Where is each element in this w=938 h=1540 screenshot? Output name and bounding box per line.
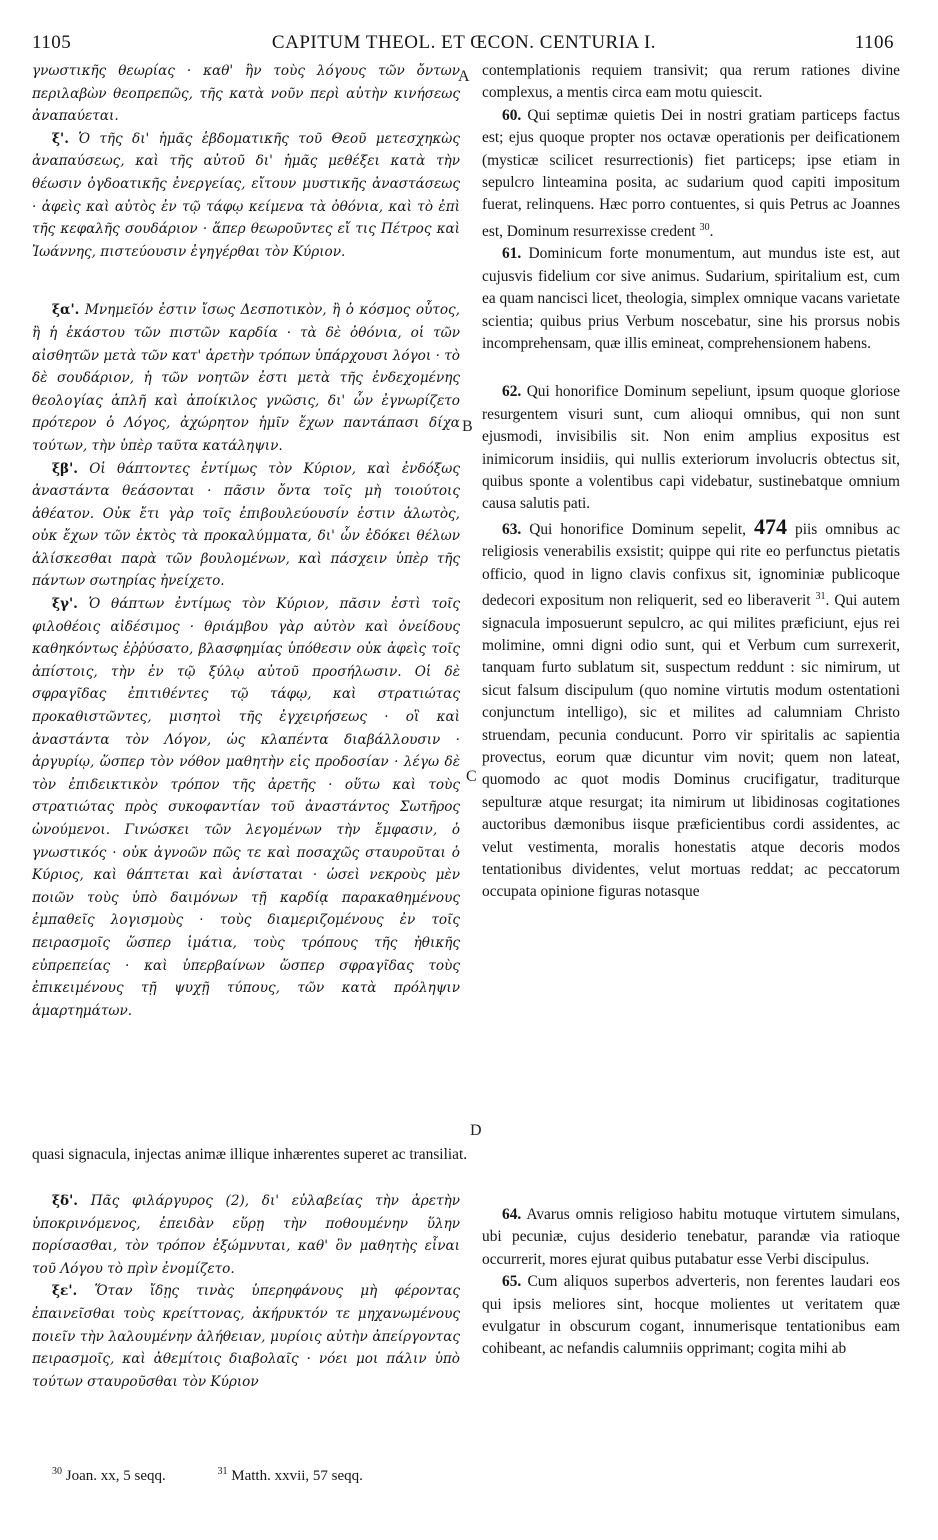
latin-paragraph: 64. Avarus omnis religioso habitu motuque virtutem simulans, ubi pecuniæ, cujus desiderio tenebatur, parandæ via ratioque occurrerit, mores ejurat quibus putabatur esse Verbi discipulus. (482, 1206, 900, 1268)
greek-paragraph: ξε'. Ὅταν ἴδῃς τινὰς ὑπερηφάνους μὴ φέροντας ἐπαινεῖσθαι τοὺς κρείττονας, ἀκήρυκτόν τε μηχανωμένους ποιεῖν τὴν λαλουμένην ἀλήθειαν, μυρίοις αὐτὴν ἀπείργοντας πειρασμοῖς, καὶ ἀθεμίτοις διαβολαῖς · νόει μοι πάλιν ὑπὸ τούτων σταυροῦσθαι τὸν Κύριον (32, 1283, 460, 1390)
page-number-left: 1105 (32, 32, 72, 53)
latin-paragraph: contemplationis requiem transivit; qua rerum rationes divine complexus, a mentis circa eam motu quiescit. (482, 62, 900, 102)
margin-letter-a: A (458, 68, 470, 85)
margin-letter-b: B (462, 418, 473, 435)
footnotes (52, 1466, 872, 1485)
latin-paragraph: 61. Dominicum forte monumentum, aut mundus iste est, aut cujusvis fidelium cor sive animus. Sudarium, spiritalium est, cum ea quam nancisci licet, theologia, simplex omnique vacans varietate scientia; quibus prius Verbum noscebatur, sine his prorsus nobis incomprehensam, quæ illis emineat, comprehensionem habens. (482, 245, 900, 352)
page-header (28, 32, 900, 56)
greek-paragraph: ξβ'. Οἱ θάπτοντες ἐντίμως τὸν Κύριον, καὶ ἐνδόξως ἀναστάντα θεάσονται · πᾶσιν ὄντα τοῖς μὴ τοιούτοις ἀθέατον. Οὐκ ἔτι γὰρ τοῖς ἐπιβουλεύουσίν ἐστιν ἁλωτὸς, οὐκ ἔχων τῶν ἐκτὸς τὰ προκαλύμματα, δι' ὧν ἐδόκει θέλων ἁλίσκεσθαι παρὰ τῶν βουλομένων, καὶ πάσχειν ὑπὲρ τῆς πάντων σωτηρίας ἠνείχετο. (32, 460, 460, 590)
latin-paragraph: 65. Cum aliquos superbos adverteris, non ferentes laudari eos qui ipsis meliores sint, hocque molientes ut veritatem quæ evulgatur in obscurum cogant, innumerisque tentationibus eam cohibeant, ac nefandis calumniis opprimant; cogita mihi ab (482, 1273, 900, 1358)
greek-column-lower (32, 1190, 460, 1393)
edition-page-marker: 474 (754, 513, 788, 539)
latin-column-lower (482, 1204, 900, 1361)
footnote-30: $^{30}$ Joan. xx, 5 seqq. (52, 1466, 166, 1484)
margin-letter-c: C (466, 768, 477, 785)
greek-paragraph: ξα'. Μνημεῖόν ἐστιν ἴσως Δεσποτικὸν, ἢ ὁ κόσμος οὗτος, ἢ ἡ ἑκάστου τῶν πιστῶν καρδία · τὰ δὲ ὀθόνια, οἱ τῶν αἰσθητῶν μετὰ τῶν κατ' ἀρετὴν τρόπων ὑπάρχουσι λόγοι · τὸ δὲ σουδάριον, ἡ τῶν νοητῶν ἐστι μετὰ τῆς ἐνδεχομένης θεολογίας ἁπλῆ καὶ ἀποίκιλος γνῶσις, δι' ὧν ἐγνωρίζετο πρότερον ὁ Λόγος, ἀχώρητον ἡμῖν ἔχων παντάπασι δίχα τούτων, τὴν ὑπὲρ ταῦτα κατάληψιν. (32, 302, 460, 454)
footnote-ref: 31 (815, 591, 826, 603)
wide-latin-continuation: quasi signacula, injectas animæ illique inhærentes superet ac transiliat. (32, 1146, 468, 1163)
greek-paragraph: ξγ'. Ὁ θάπτων ἐντίμως τὸν Κύριον, πᾶσιν ἐστὶ τοῖς φιλοθέοις αἰδέσιμος · θριάμβου γὰρ αὐτὸν καὶ ὀνείδους καθηκόντως ἐῤῥύσατο, βλασφημίας ὑπόθεσιν οὐκ ἀφεὶς τοῖς ἀπίστοις, τὴν ἐν τῷ ξύλῳ αὐτοῦ προσήλωσιν. Οἱ δὲ σφραγῖδας ἐπιτιθέντες τῷ τάφῳ, καὶ στρατιώτας προκαθιστῶντες, μισητοὶ τῆς ἐγχειρήσεως · οἳ καὶ ἀναστάντα τὸν Λόγον, ὡς κλαπέντα διαβάλλουσιν · ἀργυρίῳ, ὥσπερ τὸν νόθον μαθητὴν εἰς προδοσίαν · λέγω δὲ τὸν ἐπιδεικτικὸν τρόπον τῆς ἀρετῆς · οὕτω καὶ τοὺς στρατιώτας πρὸς συκοφαντίαν τοῦ ἀναστάντος Σωτῆρος ὠνούμενοι. Γινώσκει τῶν λεγομένων τὴν ἔμφασιν, ὁ γνωστικός · οὐκ ἀγνοῶν πῶς τε καὶ ποσαχῶς σταυροῦται ὁ Κύριος, καὶ θάπτεται καὶ ἀνίσταται · ὡσεὶ νεκροὺς μὲν ποιῶν τοὺς ὑπὸ δαιμόνων τῇ καρδίᾳ παρακαθημένους ἐμπαθεῖς λογισμοὺς · τοὺς διαμεριζομένους ἐν τοῖς πειρασμοῖς ὥσπερ ἱμάτια, τοὺς τρόπους τῆς ἠθικῆς εὐπρεπείας · καὶ ὑπερβαίνων ὥσπερ σφραγῖδας τοὺς ἐπικειμένους τῇ ψυχῇ τύπους, τῶν κατὰ πρόληψιν ἁμαρτημάτων. (32, 596, 460, 1019)
greek-paragraph: ξ'. Ὁ τῆς δι' ἡμᾶς ἑβδοματικῆς τοῦ Θεοῦ μετεσχηκὼς ἀναπαύσεως, καὶ τῆς αὐτοῦ δι' ἡμᾶς μεθέξει κατὰ τὴν θέωσιν ὀγδοατικῆς ἐνεργείας, εἴτουν μυστικῆς ἀναστάσεως · ἀφεὶς καὶ αὐτὸς ἐν τῷ τάφῳ κείμενα τὰ ὀθόνια, καὶ τὸ ἐπὶ τῆς κεφαλῆς σουδάριον · ἅπερ θεωροῦντες εἴ τις Πέτρος καὶ Ἰωάννης, πιστεύουσιν ἐγηγέρθαι τὸν Κύριον. (32, 130, 460, 260)
latin-paragraph: 60. Qui septimæ quietis Dei in nostri gratiam particeps factus est; ejus quoque propter nos octavæ operationis per deificationem (mysticæ scilicet resurrectionis) fiet particeps; ipse etiam in sepulcro linteamina posita, ac sudarium quod capiti impositum fuerat, relinquens. Hæc porro contuentes, si quis Petrus ac Joannes est, Dominum resurrexisse credent $^{30}$. (482, 106, 900, 240)
greek-column (32, 60, 460, 1022)
greek-paragraph: ξδ'. Πᾶς φιλάργυρος (2), δι' εὐλαβείας τὴν ἀρετὴν ὑποκρινόμενος, ἐπειδὰν εὕρῃ τὴν ποθουμένην ὕλην πορίσασθαι, τὸν τρόπον ἐξώμνυται, καθ' ὃν μαθητὴς εἶναι τοῦ Λόγου τὸ πρὶν ἐνομίζετο. (32, 1193, 461, 1277)
page-number-right: 1106 (854, 32, 894, 53)
latin-paragraph: 63. Qui honorifice Dominum sepelit, 474 piis omnibus ac religiosis venerabilis exsistit; quippe qui rite eo perfunctus pietatis officio, quod in ligno clavis confixus sit, ignominiæ publicoque dedecori expositum non reliquerit, sed eo liberaverit $^{31}$. Qui autem signacula imposuerunt sepulcro, ac qui milites præficiunt, ejus rei molimine, omni digni odio sunt, qui et Verbum cum surrexerit, tanquam furto sublatum sit, suspectum reddunt : sic nimirum, ut sicut falsum discipulum (quo nomine virtutis modum ostentationi conjunctum intelligo), sic et milites ad calumniam Christo struendam, pecunia conducunt. Porro vir spiritalis ac sapientia provectus, eorum quæ dicuntur vim novit; quem non lateat, quomodo ac quot modis Dominus crucifigatur, traditurque sepulturæ atque resurgat; ita nimirum ut libidinosas cogitationes auctoribus dæmonibus iisque præficientibus cordi assidentes, ac velut vestimenta, moralis honestatis atque decoris modos tentationibus dividentes, velut mortuas reddat; ac peccatorum occupata opinione figuras notasque (482, 513, 900, 901)
greek-paragraph: γνωστικῆς θεωρίας · καθ' ἣν τοὺς λόγους τῶν ὄντων περιλαβὼν θεοπρεπῶς, τῆς κατὰ νοῦν περὶ αὐτὴν κινήσεως ἀναπαύεται. (32, 63, 460, 125)
footnote-ref: 30 (699, 221, 710, 233)
latin-column (482, 60, 900, 904)
latin-paragraph: 62. Qui honorifice Dominum sepeliunt, ipsum quoque gloriose resurgentem visuri sunt, cum alioqui omnibus, qui non sunt ejusmodi, invisibilis sit. Non enim amplius expositus est inimicorum insidiis, qui nullis exteriorum involucris obtectus sit, quibus sponte a volentibus capi videbatur, sustinebatque omnium causa salutis pati. (482, 383, 900, 513)
footnote-31: $^{31}$ Matth. xxvii, 57 seqq. (217, 1466, 363, 1484)
running-title: CAPITUM THEOL. ET ŒCON. CENTURIA I. (271, 32, 657, 53)
margin-letter-d: D (470, 1122, 482, 1139)
